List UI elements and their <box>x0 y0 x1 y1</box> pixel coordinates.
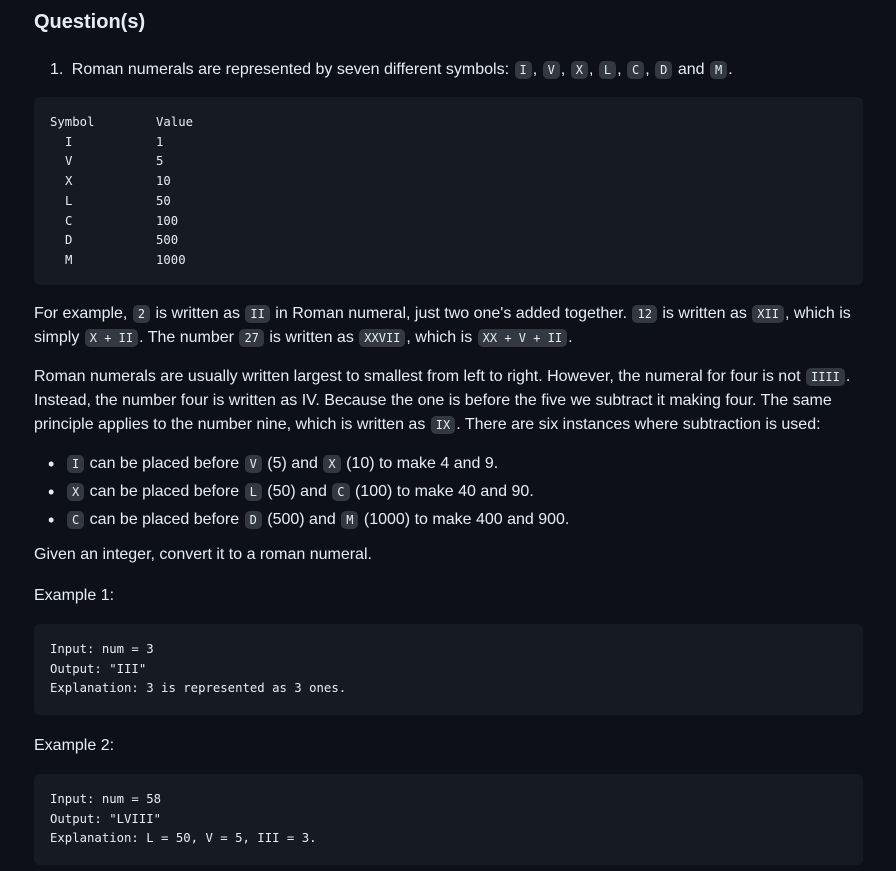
inline-code: X + II <box>85 329 138 347</box>
and-word: and <box>677 61 705 78</box>
inline-code: IX <box>431 416 455 434</box>
inline-code: V <box>543 61 560 79</box>
example-1-code <box>34 624 863 715</box>
table-cell-symbol: M <box>65 252 73 267</box>
inline-code: C <box>627 61 644 79</box>
table-cell-symbol: D <box>65 233 73 248</box>
table-cell-symbol: C <box>65 213 73 228</box>
example-2-code <box>34 774 863 865</box>
code-line: Output: "III" <box>50 661 147 676</box>
question-intro: 1. Roman numerals are represented by seven different symbols: I , V , X , L , C , D and M . <box>50 61 733 78</box>
inline-code: II <box>245 305 269 323</box>
inline-code: 12 <box>632 305 656 323</box>
code-line: Output: "LVIII" <box>50 811 162 826</box>
inline-code: XXVII <box>359 329 405 347</box>
inline-code: XX + V + II <box>478 329 567 347</box>
inline-code: L <box>599 61 616 79</box>
table-cell-symbol: X <box>65 174 73 189</box>
inline-code: M <box>710 61 727 79</box>
code-line: Input: num = 58 <box>50 792 162 806</box>
list-item: • X can be placed before L (50) and C (100) to make 40 and 90. <box>66 480 863 504</box>
table-cell-symbol: V <box>65 154 73 169</box>
table-cell-value: 50 <box>156 193 171 208</box>
list-item: • I can be placed before V (5) and X (10) to make 4 and 9. <box>66 452 863 476</box>
inline-code: V <box>245 455 262 473</box>
section-heading: Question(s) <box>34 11 146 33</box>
example-1-title: Example 1: <box>34 587 115 604</box>
table-cell-value: 1 <box>156 134 164 149</box>
inline-code: C <box>67 511 84 529</box>
inline-code: M <box>341 511 358 529</box>
inline-code: XII <box>752 305 784 323</box>
table-cell-value: 100 <box>156 213 179 228</box>
inline-code: X <box>67 483 84 501</box>
question-intro-text: Roman numerals are represented by seven different symbols: <box>71 61 510 78</box>
inline-code: 2 <box>133 305 150 323</box>
table-cell-symbol: I <box>65 134 73 149</box>
example-paragraph: For example, 2 is written as II in Roman numeral, just two one's added together. 12 is written as XII , which is simply X + II . The number 27 is written as XXVII , which is XX + V + II . <box>34 305 851 346</box>
inline-code: D <box>655 61 672 79</box>
table-cell-value: 1000 <box>156 252 186 267</box>
inline-code: X <box>323 455 340 473</box>
inline-code: I <box>67 455 84 473</box>
inline-code: X <box>571 61 588 79</box>
table-header-symbol: Symbol <box>50 115 95 129</box>
inline-code: L <box>245 483 262 501</box>
inline-code: I <box>515 61 532 79</box>
table-header-value: Value <box>156 115 194 129</box>
table-cell-value: 5 <box>156 154 164 169</box>
table-cell-value: 500 <box>156 233 179 248</box>
table-cell-symbol: L <box>65 193 73 208</box>
inline-code: IIII <box>806 368 845 386</box>
code-line: Input: num = 3 <box>50 642 154 656</box>
question-number: 1. <box>50 61 64 78</box>
code-line: Explanation: L = 50, V = 5, III = 3. <box>50 831 317 846</box>
inline-code: C <box>332 483 349 501</box>
rules-paragraph: Roman numerals are usually written largest to smallest from left to right. However, the numeral for four is not IIII . Instead, the number four is written as IV. Because the one is before the five we subtract it making four. The same principle applies to the number nine, which is written as IX . There are six instances where subtraction is used: <box>34 368 851 433</box>
code-line: Explanation: 3 is represented as 3 ones. <box>50 681 347 696</box>
symbol-table <box>50 113 847 271</box>
subtraction-list <box>34 452 863 532</box>
inline-code: 27 <box>239 329 263 347</box>
list-item: • C can be placed before D (500) and M (1000) to make 400 and 900. <box>66 508 863 532</box>
task-statement: Given an integer, convert it to a roman numeral. <box>34 546 372 563</box>
example-2-title: Example 2: <box>34 737 115 754</box>
table-cell-value: 10 <box>156 174 171 189</box>
symbol-table-block <box>34 97 863 285</box>
inline-code: D <box>245 511 262 529</box>
